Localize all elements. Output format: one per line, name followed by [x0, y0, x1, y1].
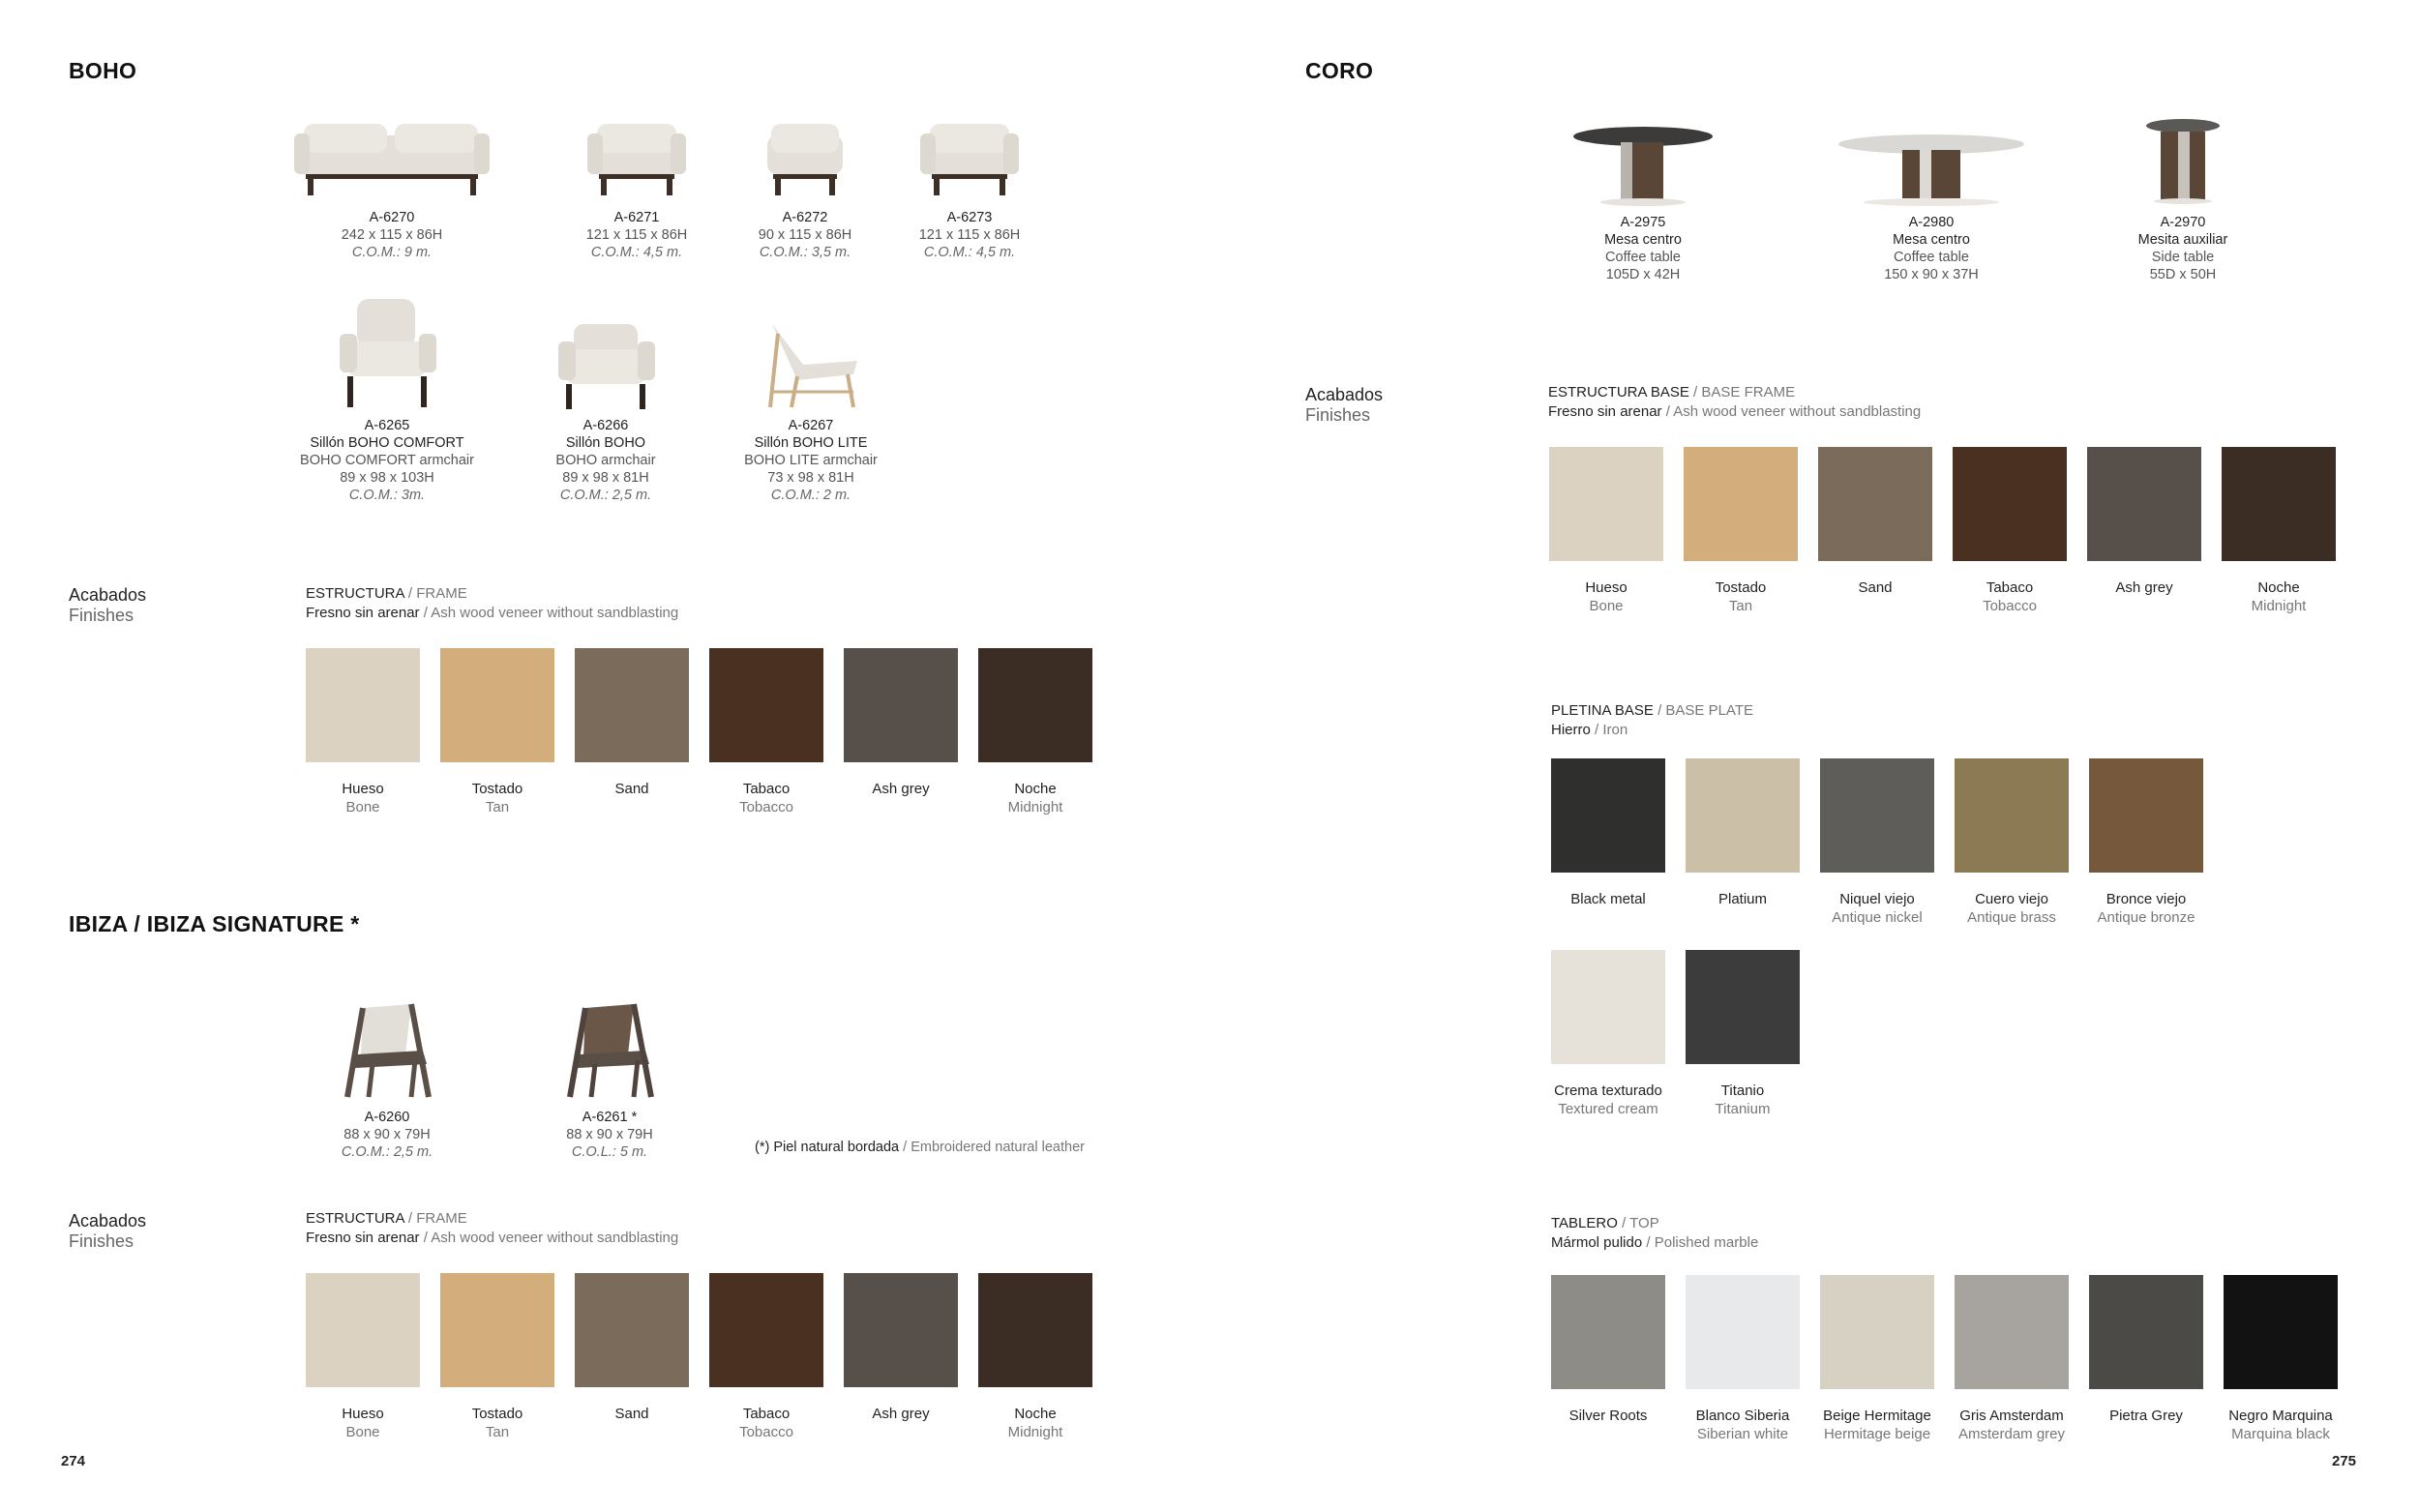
ibiza-title: IBIZA / IBIZA SIGNATURE * [69, 911, 360, 936]
finish-material-en: / Ash wood veneer without sandblasting [1665, 403, 1922, 420]
swatch-chip [1955, 1275, 2069, 1389]
sofa-module-image [853, 92, 1086, 203]
coro-top-heading [1551, 1214, 1758, 1253]
product-code: A-6272 [782, 210, 828, 225]
swatch-name-es: Ash grey [872, 1406, 930, 1422]
swatch-name-es: Gris Amsterdam [1959, 1408, 2064, 1424]
swatch-name-en: Tobacco [739, 799, 793, 815]
finish-material-es: Hierro [1551, 722, 1591, 738]
finish-heading-es: PLETINA BASE [1551, 702, 1654, 719]
coro-title: CORO [1305, 58, 1374, 83]
swatch-name-es: Noche [1014, 1406, 1057, 1422]
finish-swatch [844, 1273, 958, 1441]
finish-swatch [1684, 447, 1798, 615]
product-name-en: Coffee table [1894, 250, 1969, 265]
finish-material-es: Fresno sin arenar [306, 605, 420, 621]
finish-swatch [440, 1273, 554, 1441]
product-name-en: Side table [2151, 250, 2215, 265]
swatch-name-en: Amsterdam grey [1957, 1426, 2066, 1442]
swatch-chip [2222, 447, 2336, 561]
finish-material-es: Fresno sin arenar [306, 1230, 420, 1246]
swatch-name-en: Midnight [2251, 598, 2307, 614]
swatch-name-en: Tobacco [739, 1424, 793, 1440]
product-a6273 [853, 92, 1086, 261]
product-com: C.O.M.: 3,5 m. [759, 245, 851, 260]
coro-plate-swatch-row-1 [1551, 758, 2224, 927]
swatch-chip [1551, 950, 1665, 1064]
swatch-chip [2089, 758, 2203, 873]
armchair-image [490, 290, 722, 411]
boho-swatch-row [306, 648, 1113, 816]
swatch-name-en: Tan [485, 1424, 510, 1440]
product-code: A-6265 [364, 418, 410, 433]
product-name-en: BOHO COMFORT armchair [300, 453, 474, 468]
armchair-image [271, 290, 503, 411]
swatch-name-en: Tan [1728, 598, 1753, 614]
swatch-chip [440, 648, 554, 762]
swatch-name-es: Hueso [342, 781, 384, 797]
swatch-name-es: Platium [1717, 891, 1768, 907]
product-code: A-6271 [613, 210, 660, 225]
finishes-label-es: Acabados [69, 585, 147, 605]
ibiza-finishes-heading [306, 1209, 678, 1248]
product-com: C.O.M.: 2,5 m. [559, 488, 652, 503]
coffee-table-image [1527, 102, 1759, 208]
finish-heading-en: / FRAME [407, 585, 467, 602]
swatch-name-es: Noche [2257, 579, 2300, 596]
product-a6267 [695, 290, 927, 504]
swatch-name-es: Negro Marquina [2228, 1408, 2333, 1424]
swatch-chip [1953, 447, 2067, 561]
finish-swatch [575, 648, 689, 816]
product-name: Mesita auxiliar [2137, 232, 2228, 248]
swatch-chip [1686, 950, 1800, 1064]
product-dims: 121 x 115 x 86H [918, 227, 1021, 243]
product-name-en: BOHO LITE armchair [744, 453, 878, 468]
swatch-name-es: Titanio [1720, 1082, 1765, 1099]
finish-swatch [1686, 758, 1800, 927]
product-a6265 [271, 290, 503, 504]
product-dims: 242 x 115 x 86H [341, 227, 443, 243]
product-code: A-6261 * [582, 1110, 638, 1125]
product-name: Sillón BOHO [565, 435, 646, 451]
product-a6270 [276, 92, 508, 261]
lounge-chair-image [493, 967, 726, 1103]
swatch-name-en: Antique brass [1967, 909, 2056, 926]
swatch-chip [709, 1273, 823, 1387]
swatch-name-es: Tostado [471, 1406, 523, 1422]
page-number-right: 275 [2332, 1453, 2357, 1469]
finish-heading-es: ESTRUCTURA BASE [1548, 384, 1689, 400]
finish-swatch [1686, 950, 1800, 1118]
finish-swatch [440, 648, 554, 816]
swatch-name-en: Titanium [1715, 1101, 1771, 1117]
swatch-chip [440, 1273, 554, 1387]
note-en: / Embroidered natural leather [903, 1140, 1085, 1155]
product-dims: 105D x 42H [1605, 267, 1681, 282]
finish-swatch [1551, 758, 1665, 927]
finish-heading-es: TABLERO [1551, 1215, 1618, 1231]
swatch-name-es: Hueso [1585, 579, 1628, 596]
side-table-image [2067, 102, 2299, 208]
finish-swatch [978, 648, 1092, 816]
product-dims: 89 x 98 x 81H [562, 470, 649, 486]
swatch-chip [978, 1273, 1092, 1387]
swatch-name-es: Black metal [1570, 891, 1646, 907]
finish-swatch [1818, 447, 1932, 615]
product-name: Sillón BOHO COMFORT [310, 435, 464, 451]
note-es: (*) Piel natural bordada [755, 1140, 900, 1155]
swatch-name-en: Textured cream [1558, 1101, 1658, 1117]
finish-heading-en: / TOP [1622, 1215, 1659, 1231]
coro-finishes-label [1305, 385, 1383, 426]
swatch-chip [844, 648, 958, 762]
swatch-chip [1820, 758, 1934, 873]
swatch-chip [1955, 758, 2069, 873]
swatch-name-en: Siberian white [1696, 1426, 1789, 1442]
swatch-name-es: Silver Roots [1568, 1408, 1648, 1424]
swatch-name-es: Sand [614, 781, 649, 797]
ibiza-swatch-row [306, 1273, 1113, 1441]
boho-title: BOHO [69, 58, 137, 83]
leather-note [755, 1140, 1085, 1155]
product-a6266 [490, 290, 722, 504]
finishes-label-en: Finishes [1305, 405, 1371, 425]
swatch-name-es: Tabaco [1986, 579, 2034, 596]
swatch-chip [1684, 447, 1798, 561]
swatch-name-en: Midnight [1007, 799, 1063, 815]
finish-material-es: Fresno sin arenar [1548, 403, 1662, 420]
finish-heading-en: / FRAME [407, 1210, 467, 1227]
swatch-chip [1686, 1275, 1800, 1389]
swatch-chip [1820, 1275, 1934, 1389]
product-dims: 88 x 90 x 79H [566, 1127, 653, 1142]
swatch-name-es: Blanco Siberia [1695, 1408, 1790, 1424]
page-number-left: 274 [61, 1453, 86, 1469]
finish-material-en: / Ash wood veneer without sandblasting [423, 1230, 679, 1246]
swatch-name-en: Hermitage beige [1823, 1426, 1931, 1442]
product-a2970 [2067, 102, 2299, 283]
lounge-chair-image [271, 967, 503, 1103]
finishes-label-en: Finishes [69, 1231, 134, 1251]
swatch-name-en: Bone [345, 799, 380, 815]
swatch-chip [1686, 758, 1800, 873]
finish-heading-en: / BASE FRAME [1693, 384, 1796, 400]
finish-material-en: / Iron [1595, 722, 1628, 738]
product-dims: 88 x 90 x 79H [343, 1127, 431, 1142]
product-com: C.O.M.: 4,5 m. [923, 245, 1016, 260]
swatch-name-es: Sand [614, 1406, 649, 1422]
finishes-label-en: Finishes [69, 606, 134, 625]
product-dims: 121 x 115 x 86H [585, 227, 688, 243]
lounge-chair-image [695, 290, 927, 411]
finish-swatch [1551, 1275, 1665, 1443]
swatch-chip [2089, 1275, 2203, 1389]
product-name-en: Coffee table [1605, 250, 1681, 265]
swatch-name-en: Tan [485, 799, 510, 815]
finish-heading-es: ESTRUCTURA [306, 585, 404, 602]
swatch-chip [1551, 1275, 1665, 1389]
finish-heading-en: / BASE PLATE [1657, 702, 1753, 719]
swatch-name-es: Ash grey [2115, 579, 2173, 596]
finish-swatch [575, 1273, 689, 1441]
finish-swatch [306, 648, 420, 816]
product-a6260 [271, 967, 503, 1161]
product-com: C.O.M.: 3m. [348, 488, 426, 503]
product-code: A-6273 [946, 210, 993, 225]
product-com: C.O.M.: 4,5 m. [590, 245, 683, 260]
product-code: A-6267 [788, 418, 834, 433]
swatch-name-es: Bronce viejo [2105, 891, 2187, 907]
finish-swatch [709, 1273, 823, 1441]
swatch-chip [1818, 447, 1932, 561]
finish-swatch [1953, 447, 2067, 615]
product-code: A-2970 [2160, 215, 2206, 230]
swatch-chip [709, 648, 823, 762]
finish-swatch [2222, 447, 2336, 615]
swatch-name-en: Tobacco [1983, 598, 2037, 614]
product-com: C.O.M.: 2,5 m. [341, 1144, 433, 1160]
swatch-chip [2087, 447, 2201, 561]
swatch-name-es: Ash grey [872, 781, 930, 797]
product-com: C.O.L.: 5 m. [571, 1144, 648, 1160]
product-dims: 55D x 50H [2149, 267, 2217, 282]
product-code: A-6266 [582, 418, 629, 433]
product-code: A-2975 [1620, 215, 1666, 230]
swatch-chip [575, 1273, 689, 1387]
swatch-name-es: Cuero viejo [1975, 891, 2048, 907]
swatch-name-es: Tabaco [742, 781, 791, 797]
finishes-label-es: Acabados [1305, 385, 1384, 404]
boho-finishes-heading [306, 584, 678, 623]
product-a6261 [493, 967, 726, 1161]
finish-swatch [2089, 758, 2203, 927]
finish-swatch [2089, 1275, 2203, 1443]
swatch-chip [306, 1273, 420, 1387]
product-a2975 [1527, 102, 1759, 283]
finish-swatch [1549, 447, 1663, 615]
swatch-name-es: Tostado [1715, 579, 1767, 596]
product-com: C.O.M.: 9 m. [351, 245, 433, 260]
finish-swatch [2224, 1275, 2338, 1443]
swatch-name-en: Midnight [1007, 1424, 1063, 1440]
finish-swatch [1955, 758, 2069, 927]
finishes-label-es: Acabados [69, 1211, 147, 1230]
product-dims: 150 x 90 x 37H [1884, 267, 1979, 282]
swatch-chip [978, 648, 1092, 762]
swatch-name-es: Hueso [342, 1406, 384, 1422]
swatch-chip [1551, 758, 1665, 873]
finish-swatch [709, 648, 823, 816]
swatch-chip [306, 648, 420, 762]
coro-plate-swatch-row-2 [1551, 950, 1820, 1118]
product-name-en: BOHO armchair [555, 453, 656, 468]
product-dims: 90 x 115 x 86H [758, 227, 852, 243]
swatch-chip [2224, 1275, 2338, 1389]
swatch-name-en: Bone [1589, 598, 1624, 614]
swatch-name-en: Antique bronze [2097, 909, 2195, 926]
coro-base-swatch-row [1549, 447, 2356, 615]
product-com: C.O.M.: 2 m. [770, 488, 851, 503]
swatch-chip [575, 648, 689, 762]
finish-swatch [1955, 1275, 2069, 1443]
product-a2980 [1815, 102, 2047, 283]
product-code: A-6260 [364, 1110, 410, 1125]
finish-swatch [978, 1273, 1092, 1441]
finish-material-en: / Polished marble [1646, 1234, 1759, 1251]
swatch-name-es: Sand [1858, 579, 1893, 596]
finish-swatch [2087, 447, 2201, 615]
swatch-name-en: Bone [345, 1424, 380, 1440]
swatch-name-en: Antique nickel [1832, 909, 1923, 926]
product-dims: 89 x 98 x 103H [340, 470, 434, 486]
coro-plate-heading [1551, 701, 1753, 740]
product-code: A-6270 [369, 210, 415, 225]
swatch-name-es: Tostado [471, 781, 523, 797]
product-name: Sillón BOHO LITE [754, 435, 868, 451]
swatch-name-es: Beige Hermitage [1823, 1408, 1931, 1424]
finish-swatch [844, 648, 958, 816]
finish-swatch [1551, 950, 1665, 1118]
swatch-name-es: Pietra Grey [2109, 1408, 2183, 1424]
coro-base-heading [1548, 383, 1921, 422]
coro-top-swatch-row [1551, 1275, 2358, 1443]
swatch-name-es: Tabaco [742, 1406, 791, 1422]
swatch-name-en: Marquina black [2231, 1426, 2330, 1442]
boho-finishes-label [69, 585, 146, 626]
product-dims: 73 x 98 x 81H [767, 470, 854, 486]
finish-heading-es: ESTRUCTURA [306, 1210, 404, 1227]
ibiza-finishes-label [69, 1211, 146, 1252]
product-name: Mesa centro [1893, 232, 1970, 248]
finish-swatch [1686, 1275, 1800, 1443]
swatch-chip [1549, 447, 1663, 561]
product-name: Mesa centro [1604, 232, 1682, 248]
swatch-name-es: Niquel viejo [1839, 891, 1915, 907]
product-code: A-2980 [1908, 215, 1955, 230]
sofa-image [276, 92, 508, 203]
finish-material-en: / Ash wood veneer without sandblasting [423, 605, 679, 621]
swatch-name-es: Crema texturado [1554, 1082, 1662, 1099]
finish-swatch [1820, 1275, 1934, 1443]
finish-swatch [306, 1273, 420, 1441]
swatch-chip [844, 1273, 958, 1387]
swatch-name-es: Noche [1014, 781, 1057, 797]
finish-material-es: Mármol pulido [1551, 1234, 1643, 1251]
coffee-table-image [1815, 102, 2047, 208]
finish-swatch [1820, 758, 1934, 927]
